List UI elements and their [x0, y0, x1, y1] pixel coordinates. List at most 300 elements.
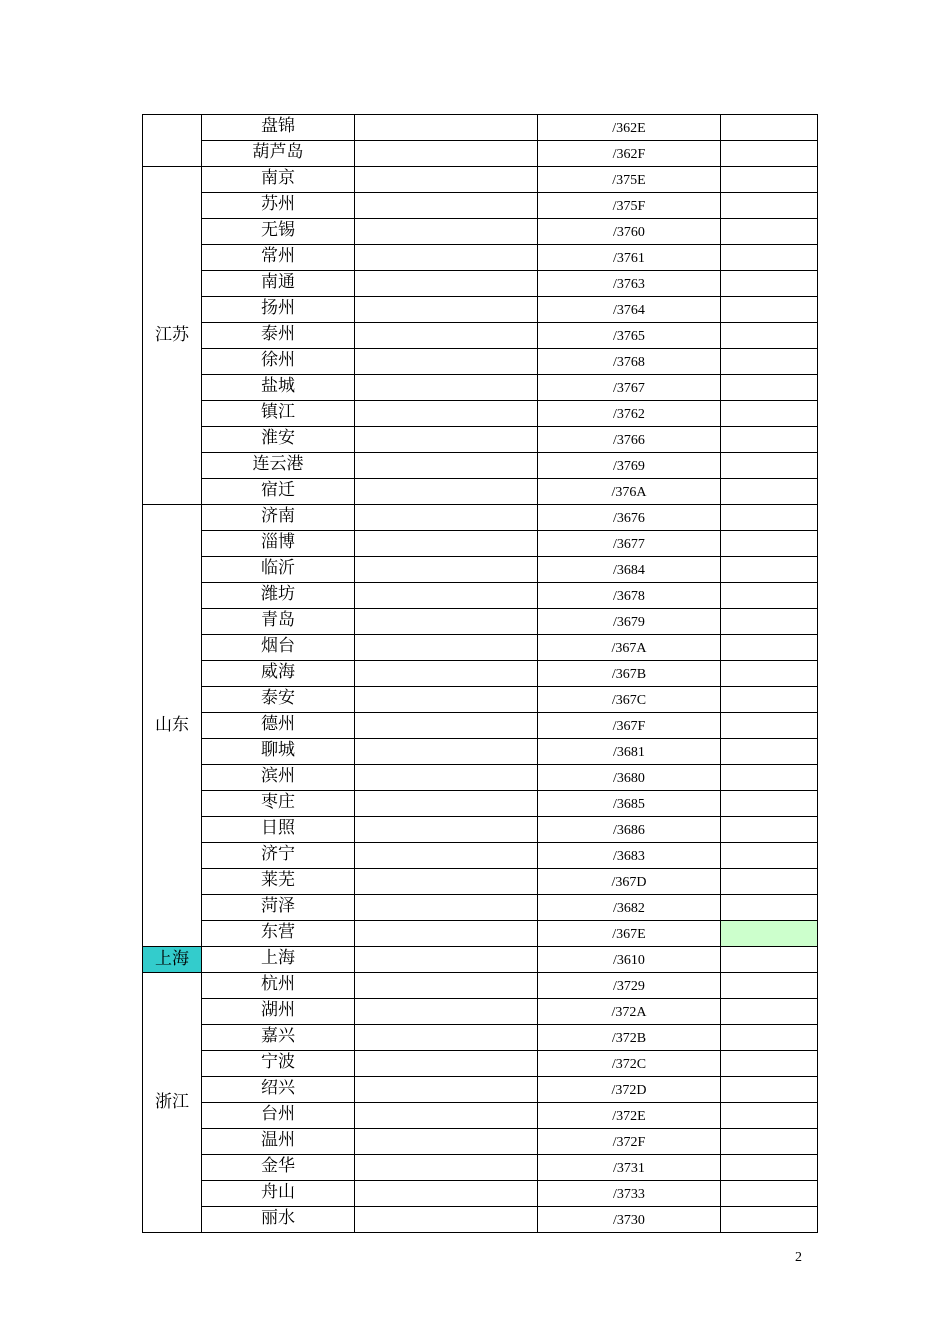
- empty-cell: [355, 427, 538, 453]
- city-cell: [202, 999, 355, 1025]
- empty-cell: [355, 1181, 538, 1207]
- empty-cell: [355, 843, 538, 869]
- table-row: [143, 297, 818, 323]
- mark-cell: [721, 687, 818, 713]
- mark-cell: [721, 1129, 818, 1155]
- code-cell: [538, 1207, 721, 1233]
- code-value: /3767: [613, 381, 645, 396]
- city-name: 泰安: [261, 688, 295, 708]
- table-row: [143, 115, 818, 141]
- mark-cell: [721, 583, 818, 609]
- table-row: [143, 791, 818, 817]
- code-value: /3764: [613, 303, 645, 318]
- city-cell: [202, 687, 355, 713]
- mark-cell: [721, 609, 818, 635]
- code-value: /3733: [613, 1187, 645, 1202]
- mark-cell: [721, 141, 818, 167]
- empty-cell: [355, 193, 538, 219]
- city-name: 枣庄: [261, 792, 295, 812]
- province-cell: 浙江: [143, 973, 202, 1233]
- code-value: /372F: [612, 1135, 646, 1150]
- mark-cell: [721, 843, 818, 869]
- table-row: [143, 401, 818, 427]
- table-row: [143, 167, 818, 193]
- empty-cell: [355, 947, 538, 973]
- city-cell: [202, 557, 355, 583]
- code-cell: [538, 1103, 721, 1129]
- code-cell: [538, 609, 721, 635]
- code-cell: [538, 219, 721, 245]
- code-value: /3676: [613, 511, 645, 526]
- code-cell: [538, 115, 721, 141]
- table-row: [143, 375, 818, 401]
- mark-cell: [721, 791, 818, 817]
- table-row: [143, 1129, 818, 1155]
- city-cell: [202, 843, 355, 869]
- code-value: /3769: [613, 459, 645, 474]
- province-cell: 山东: [143, 505, 202, 947]
- code-value: /367E: [612, 927, 646, 942]
- empty-cell: [355, 713, 538, 739]
- mark-cell: [721, 817, 818, 843]
- city-cell: [202, 661, 355, 687]
- province-cell: 江苏: [143, 167, 202, 505]
- code-value: /3683: [613, 849, 645, 864]
- city-name: 济南: [261, 506, 295, 526]
- city-cell: [202, 635, 355, 661]
- table-row: [143, 583, 818, 609]
- mark-cell: [721, 1207, 818, 1233]
- city-name: 无锡: [261, 220, 295, 240]
- code-value: /367A: [611, 641, 647, 656]
- mark-cell: [721, 401, 818, 427]
- empty-cell: [355, 375, 538, 401]
- city-cell: [202, 583, 355, 609]
- mark-cell: [721, 895, 818, 921]
- code-cell: [538, 791, 721, 817]
- code-value: /3762: [613, 407, 645, 422]
- code-value: /3682: [613, 901, 645, 916]
- city-name: 连云港: [252, 454, 304, 474]
- code-value: /3680: [613, 771, 645, 786]
- code-value: /376A: [611, 485, 647, 500]
- empty-cell: [355, 583, 538, 609]
- code-cell: [538, 505, 721, 531]
- city-name: 丽水: [261, 1208, 295, 1228]
- table-row: [143, 193, 818, 219]
- city-cell: [202, 245, 355, 271]
- highlighted-cell: [721, 921, 818, 947]
- code-value: /3766: [613, 433, 645, 448]
- code-cell: [538, 167, 721, 193]
- city-name: 杭州: [261, 974, 295, 994]
- table-row: [143, 635, 818, 661]
- empty-cell: [355, 1051, 538, 1077]
- table-row: [143, 609, 818, 635]
- empty-cell: [355, 453, 538, 479]
- city-cell: [202, 791, 355, 817]
- table-row: [143, 1025, 818, 1051]
- city-name: 湖州: [261, 1000, 295, 1020]
- table-row: [143, 921, 818, 947]
- code-cell: [538, 635, 721, 661]
- city-name: 临沂: [261, 558, 295, 578]
- city-name: 盘锦: [261, 116, 295, 136]
- table-row: [143, 1077, 818, 1103]
- city-cell: [202, 713, 355, 739]
- mark-cell: [721, 427, 818, 453]
- table-row: [143, 1207, 818, 1233]
- code-cell: [538, 297, 721, 323]
- code-value: /3765: [613, 329, 645, 344]
- code-cell: [538, 245, 721, 271]
- province-cell: [143, 115, 202, 167]
- city-cell: [202, 739, 355, 765]
- table-row: [143, 1155, 818, 1181]
- table-row: [143, 713, 818, 739]
- mark-cell: [721, 1181, 818, 1207]
- code-cell: [538, 973, 721, 999]
- table-row: [143, 687, 818, 713]
- city-cell: [202, 323, 355, 349]
- code-cell: [538, 817, 721, 843]
- code-cell: [538, 323, 721, 349]
- city-name: 淮安: [261, 428, 295, 448]
- code-cell: [538, 739, 721, 765]
- city-name: 嘉兴: [261, 1026, 295, 1046]
- table-row: [143, 869, 818, 895]
- table-row: [143, 843, 818, 869]
- mark-cell: [721, 245, 818, 271]
- empty-cell: [355, 817, 538, 843]
- city-name: 德州: [261, 714, 295, 734]
- code-value: /362F: [612, 147, 646, 162]
- city-name: 镇江: [261, 402, 295, 422]
- code-cell: [538, 271, 721, 297]
- city-cell: [202, 427, 355, 453]
- code-cell: [538, 375, 721, 401]
- code-cell: [538, 1155, 721, 1181]
- empty-cell: [355, 635, 538, 661]
- empty-cell: [355, 895, 538, 921]
- code-cell: [538, 193, 721, 219]
- empty-cell: [355, 479, 538, 505]
- code-value: /3610: [613, 953, 645, 968]
- code-value: /372E: [612, 1109, 646, 1124]
- mark-cell: [721, 739, 818, 765]
- empty-cell: [355, 401, 538, 427]
- empty-cell: [355, 115, 538, 141]
- city-cell: [202, 947, 355, 973]
- city-name: 聊城: [261, 740, 295, 760]
- code-cell: [538, 843, 721, 869]
- mark-cell: [721, 1051, 818, 1077]
- code-cell: [538, 557, 721, 583]
- mark-cell: [721, 193, 818, 219]
- city-name: 青岛: [261, 610, 295, 630]
- code-cell: [538, 141, 721, 167]
- code-cell: [538, 427, 721, 453]
- code-cell: [538, 1181, 721, 1207]
- mark-cell: [721, 323, 818, 349]
- empty-cell: [355, 271, 538, 297]
- code-cell: [538, 583, 721, 609]
- empty-cell: [355, 973, 538, 999]
- empty-cell: [355, 167, 538, 193]
- empty-cell: [355, 1025, 538, 1051]
- empty-cell: [355, 609, 538, 635]
- city-code-table: [142, 114, 818, 1233]
- empty-cell: [355, 245, 538, 271]
- code-value: /3729: [613, 979, 645, 994]
- mark-cell: [721, 531, 818, 557]
- table-row: [143, 349, 818, 375]
- table-row: [143, 739, 818, 765]
- code-value: /3678: [613, 589, 645, 604]
- city-name: 南京: [261, 168, 295, 188]
- city-name: 盐城: [261, 376, 295, 396]
- code-value: /372C: [611, 1057, 647, 1072]
- city-cell: [202, 1077, 355, 1103]
- mark-cell: [721, 661, 818, 687]
- code-cell: [538, 999, 721, 1025]
- empty-cell: [355, 791, 538, 817]
- city-name: 菏泽: [261, 896, 295, 916]
- city-name: 扬州: [261, 298, 295, 318]
- empty-cell: [355, 219, 538, 245]
- city-cell: [202, 817, 355, 843]
- mark-cell: [721, 219, 818, 245]
- empty-cell: [355, 505, 538, 531]
- empty-cell: [355, 557, 538, 583]
- code-value: /367D: [611, 875, 647, 890]
- mark-cell: [721, 375, 818, 401]
- city-name: 东营: [261, 922, 295, 942]
- table-row: [143, 531, 818, 557]
- city-name: 温州: [261, 1130, 295, 1150]
- city-name: 苏州: [261, 194, 295, 214]
- code-cell: [538, 765, 721, 791]
- mark-cell: [721, 1077, 818, 1103]
- city-cell: [202, 1181, 355, 1207]
- city-name: 台州: [261, 1104, 295, 1124]
- city-cell: [202, 973, 355, 999]
- city-cell: [202, 297, 355, 323]
- city-name: 莱芜: [261, 870, 295, 890]
- empty-cell: [355, 531, 538, 557]
- table-row: [143, 1103, 818, 1129]
- city-cell: [202, 505, 355, 531]
- mark-cell: [721, 479, 818, 505]
- code-value: /367B: [611, 667, 647, 682]
- city-cell: [202, 869, 355, 895]
- code-cell: [538, 921, 721, 947]
- mark-cell: [721, 349, 818, 375]
- table-row: [143, 453, 818, 479]
- mark-cell: [721, 869, 818, 895]
- table-row: [143, 245, 818, 271]
- code-value: /3684: [613, 563, 645, 578]
- city-cell: [202, 271, 355, 297]
- city-cell: [202, 453, 355, 479]
- city-name: 宿迁: [261, 480, 295, 500]
- city-cell: [202, 1051, 355, 1077]
- code-cell: [538, 947, 721, 973]
- city-name: 烟台: [261, 636, 295, 656]
- mark-cell: [721, 453, 818, 479]
- city-cell: [202, 167, 355, 193]
- code-value: /3763: [613, 277, 645, 292]
- empty-cell: [355, 141, 538, 167]
- code-value: /375F: [612, 199, 646, 214]
- mark-cell: [721, 713, 818, 739]
- mark-cell: [721, 167, 818, 193]
- code-cell: [538, 895, 721, 921]
- table-body: [143, 115, 818, 1233]
- empty-cell: [355, 921, 538, 947]
- code-cell: [538, 531, 721, 557]
- city-cell: [202, 895, 355, 921]
- code-value: /367F: [612, 719, 646, 734]
- code-value: /375E: [612, 173, 646, 188]
- mark-cell: [721, 1025, 818, 1051]
- code-value: /3679: [613, 615, 645, 630]
- city-cell: [202, 765, 355, 791]
- code-cell: [538, 1129, 721, 1155]
- code-cell: [538, 349, 721, 375]
- code-cell: [538, 713, 721, 739]
- empty-cell: [355, 739, 538, 765]
- city-name: 舟山: [261, 1182, 295, 1202]
- table-row: [143, 817, 818, 843]
- empty-cell: [355, 687, 538, 713]
- table-row: [143, 219, 818, 245]
- city-name: 潍坊: [261, 584, 295, 604]
- code-cell: [538, 1077, 721, 1103]
- empty-cell: [355, 1103, 538, 1129]
- city-cell: [202, 141, 355, 167]
- city-name: 泰州: [261, 324, 295, 344]
- city-name: 上海: [261, 948, 295, 968]
- city-cell: [202, 375, 355, 401]
- city-name: 淄博: [261, 532, 295, 552]
- city-cell: [202, 921, 355, 947]
- mark-cell: [721, 557, 818, 583]
- code-cell: [538, 453, 721, 479]
- empty-cell: [355, 661, 538, 687]
- code-cell: [538, 869, 721, 895]
- empty-cell: [355, 297, 538, 323]
- city-name: 滨州: [261, 766, 295, 786]
- empty-cell: [355, 765, 538, 791]
- empty-cell: [355, 1207, 538, 1233]
- mark-cell: [721, 765, 818, 791]
- code-cell: [538, 1025, 721, 1051]
- mark-cell: [721, 635, 818, 661]
- province-cell: 上海: [143, 947, 202, 973]
- city-cell: [202, 115, 355, 141]
- table-row: [143, 427, 818, 453]
- city-name: 葫芦岛: [252, 142, 304, 162]
- code-cell: [538, 479, 721, 505]
- city-name: 绍兴: [261, 1078, 295, 1098]
- city-cell: [202, 609, 355, 635]
- code-value: /3731: [613, 1161, 645, 1176]
- city-cell: [202, 1207, 355, 1233]
- code-value: /372A: [611, 1005, 647, 1020]
- city-cell: [202, 1103, 355, 1129]
- city-name: 金华: [261, 1156, 295, 1176]
- code-cell: [538, 687, 721, 713]
- code-value: /3686: [613, 823, 645, 838]
- city-name: 常州: [261, 246, 295, 266]
- table-row: [143, 947, 818, 973]
- code-value: /3761: [613, 251, 645, 266]
- city-name: 威海: [261, 662, 295, 682]
- table-row: [143, 999, 818, 1025]
- city-cell: [202, 193, 355, 219]
- code-cell: [538, 401, 721, 427]
- empty-cell: [355, 1155, 538, 1181]
- code-value: /367C: [611, 693, 647, 708]
- empty-cell: [355, 869, 538, 895]
- empty-cell: [355, 1129, 538, 1155]
- code-value: /3730: [613, 1213, 645, 1228]
- table-row: [143, 557, 818, 583]
- code-value: /372B: [611, 1031, 647, 1046]
- code-value: /362E: [612, 121, 646, 136]
- code-cell: [538, 1051, 721, 1077]
- empty-cell: [355, 323, 538, 349]
- table-row: [143, 271, 818, 297]
- code-value: /3768: [613, 355, 645, 370]
- table-row: [143, 973, 818, 999]
- table-row: [143, 141, 818, 167]
- city-name: 南通: [261, 272, 295, 292]
- table-row: [143, 323, 818, 349]
- code-value: /3681: [613, 745, 645, 760]
- city-cell: [202, 219, 355, 245]
- code-value: /3685: [613, 797, 645, 812]
- city-name: 宁波: [261, 1052, 295, 1072]
- mark-cell: [721, 505, 818, 531]
- mark-cell: [721, 947, 818, 973]
- table-row: [143, 661, 818, 687]
- table-row: [143, 765, 818, 791]
- city-name: 济宁: [261, 844, 295, 864]
- mark-cell: [721, 973, 818, 999]
- table-row: [143, 1181, 818, 1207]
- city-cell: [202, 1155, 355, 1181]
- page-number: 2: [795, 1250, 802, 1265]
- city-cell: [202, 401, 355, 427]
- mark-cell: [721, 297, 818, 323]
- city-name: 日照: [261, 818, 295, 838]
- city-cell: [202, 349, 355, 375]
- code-value: /3760: [613, 225, 645, 240]
- mark-cell: [721, 1155, 818, 1181]
- empty-cell: [355, 349, 538, 375]
- code-cell: [538, 661, 721, 687]
- table-row: [143, 1051, 818, 1077]
- city-cell: [202, 479, 355, 505]
- mark-cell: [721, 271, 818, 297]
- city-cell: [202, 1129, 355, 1155]
- table-row: [143, 895, 818, 921]
- mark-cell: [721, 999, 818, 1025]
- table-row: [143, 505, 818, 531]
- code-value: /3677: [613, 537, 645, 552]
